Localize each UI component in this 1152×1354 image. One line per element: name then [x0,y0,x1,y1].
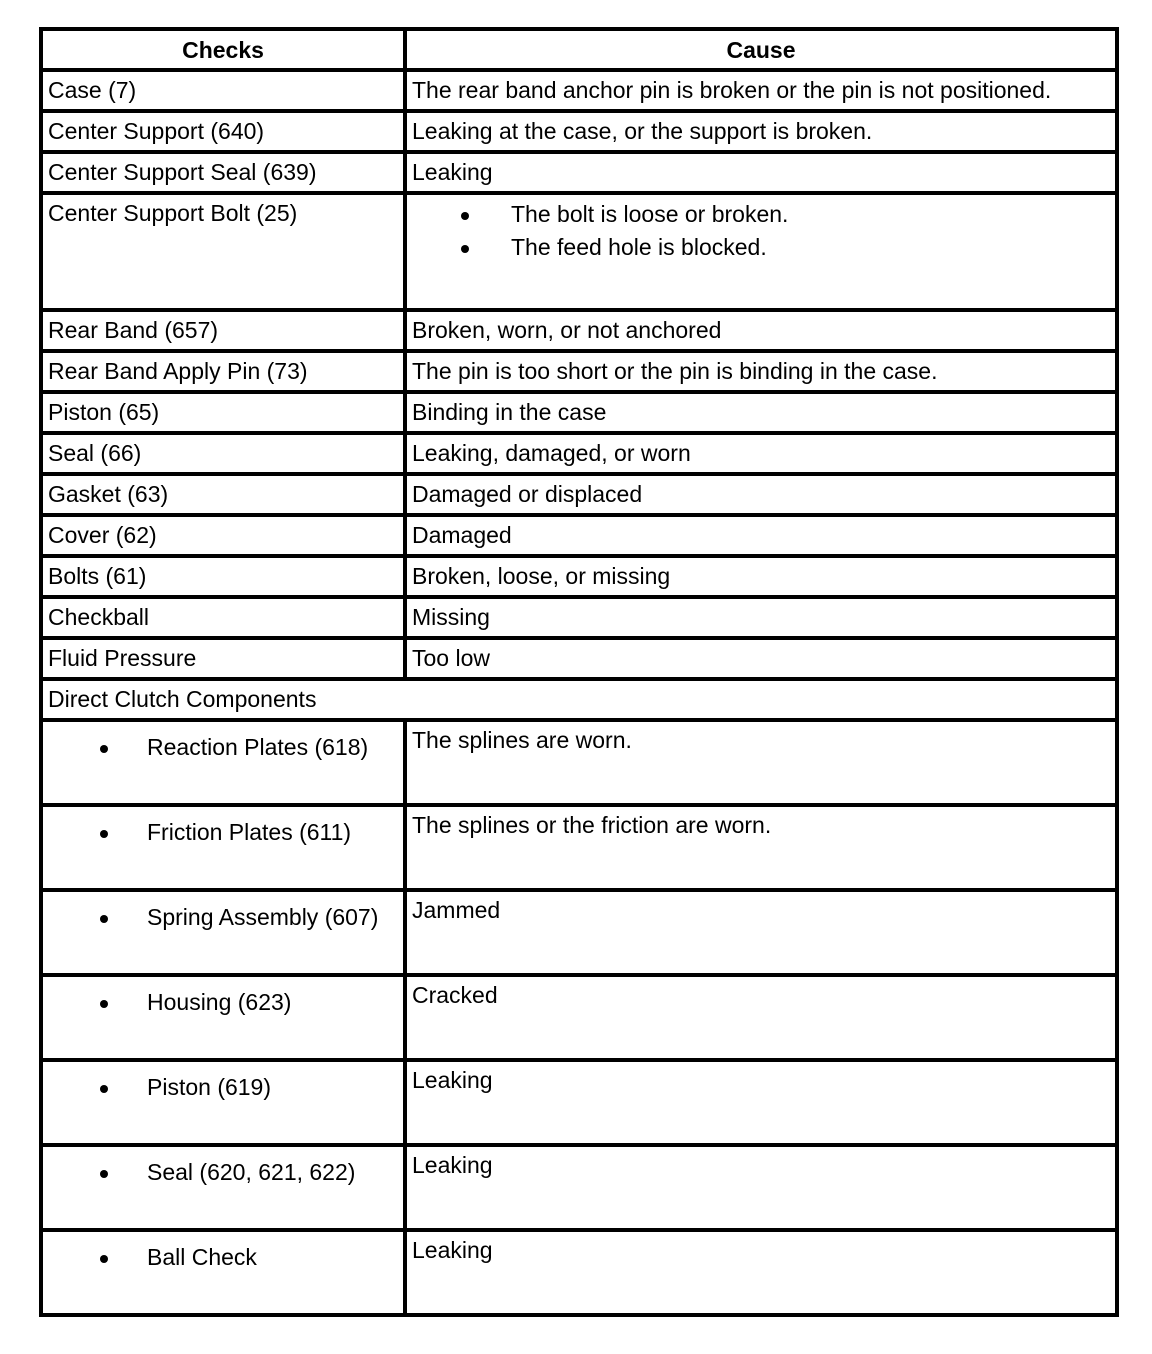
component-row [41,1145,1117,1230]
component-check-text: Ball Check [147,1244,257,1270]
component-check-text: Friction Plates (611) [147,819,352,845]
cause-bullet-text: The feed hole is blocked. [511,234,767,260]
component-row [41,720,1117,805]
bullet-icon [100,1085,108,1093]
cause-cell: The pin is too short or the pin is binding in the case. [412,358,938,384]
cause-cell: Too low [412,645,490,671]
component-check-cell [43,1062,403,1102]
check-cell: Bolts (61) [48,563,147,589]
table-row [41,310,1117,351]
component-row [41,1060,1117,1145]
table-row [41,392,1117,433]
cause-bullet-item [407,234,1115,267]
bullet-icon [100,915,108,923]
bullet-icon [100,1255,108,1263]
check-cell: Fluid Pressure [48,645,197,671]
component-check-text: Piston (619) [147,1074,272,1100]
cause-cell: The splines or the friction are worn. [412,812,772,838]
cause-cell: Leaking [412,1067,493,1093]
bullet-icon [461,212,469,220]
component-check-text: Spring Assembly (607) [147,904,379,930]
cause-bullet-text: The bolt is loose or broken. [511,201,789,227]
section-row [41,679,1117,720]
check-cell: Center Support Bolt (25) [48,200,298,226]
check-cell: Center Support Seal (639) [48,159,317,185]
bullet-icon [100,745,108,753]
table-row [41,152,1117,193]
check-cell: Center Support (640) [48,118,265,144]
cause-bullet-item [407,201,1115,234]
table-row [41,597,1117,638]
table-row [41,351,1117,392]
table-row [41,193,1117,310]
check-cell: Case (7) [48,77,137,103]
cause-bullet-list [407,195,1115,267]
cause-cell: The splines are worn. [412,727,632,753]
component-check-cell [43,807,403,847]
bullet-icon [100,830,108,838]
check-cell: Gasket (63) [48,481,169,507]
component-check-cell [43,1232,403,1272]
check-cell: Cover (62) [48,522,157,548]
check-cell: Rear Band (657) [48,317,219,343]
table-row [41,433,1117,474]
component-row [41,975,1117,1060]
component-check-text: Seal (620, 621, 622) [147,1159,356,1185]
cause-cell: Damaged [412,522,512,548]
check-cell: Piston (65) [48,399,160,425]
header-row [41,29,1117,70]
check-cell: Seal (66) [48,440,142,466]
component-check-cell [43,722,403,762]
diagnosis-table [39,27,1119,1317]
bullet-icon [461,245,469,253]
cause-cell: Leaking [412,1237,493,1263]
bullet-icon [100,1000,108,1008]
cause-cell: The rear band anchor pin is broken or the pin is not positioned. [412,77,1052,103]
cause-cell: Missing [412,604,490,630]
check-cell: Checkball [48,604,149,630]
cause-cell: Cracked [412,982,498,1008]
table-row [41,556,1117,597]
checks-header: Checks [41,29,405,70]
cause-cell: Leaking [412,159,493,185]
component-check-text: Reaction Plates (618) [147,734,369,760]
bullet-icon [100,1170,108,1178]
cause-cell: Leaking, damaged, or worn [412,440,691,466]
cause-cell: Leaking at the case, or the support is broken. [412,118,873,144]
cause-header: Cause [405,29,1117,70]
table-row [41,70,1117,111]
cause-cell: Binding in the case [412,399,607,425]
check-cell: Rear Band Apply Pin (73) [48,358,308,384]
cause-cell: Broken, loose, or missing [412,563,671,589]
component-row [41,890,1117,975]
component-row [41,805,1117,890]
table-row [41,515,1117,556]
component-check-cell [43,1147,403,1187]
cause-cell: Broken, worn, or not anchored [412,317,722,343]
cause-cell: Jammed [412,897,501,923]
cause-cell: Leaking [412,1152,493,1178]
table-row [41,474,1117,515]
cause-cell: Damaged or displaced [412,481,643,507]
table-row [41,638,1117,679]
component-check-cell [43,977,403,1017]
component-check-cell [43,892,403,932]
component-row [41,1230,1117,1315]
table-row [41,111,1117,152]
component-check-text: Housing (623) [147,989,292,1015]
section-title: Direct Clutch Components [48,686,317,712]
